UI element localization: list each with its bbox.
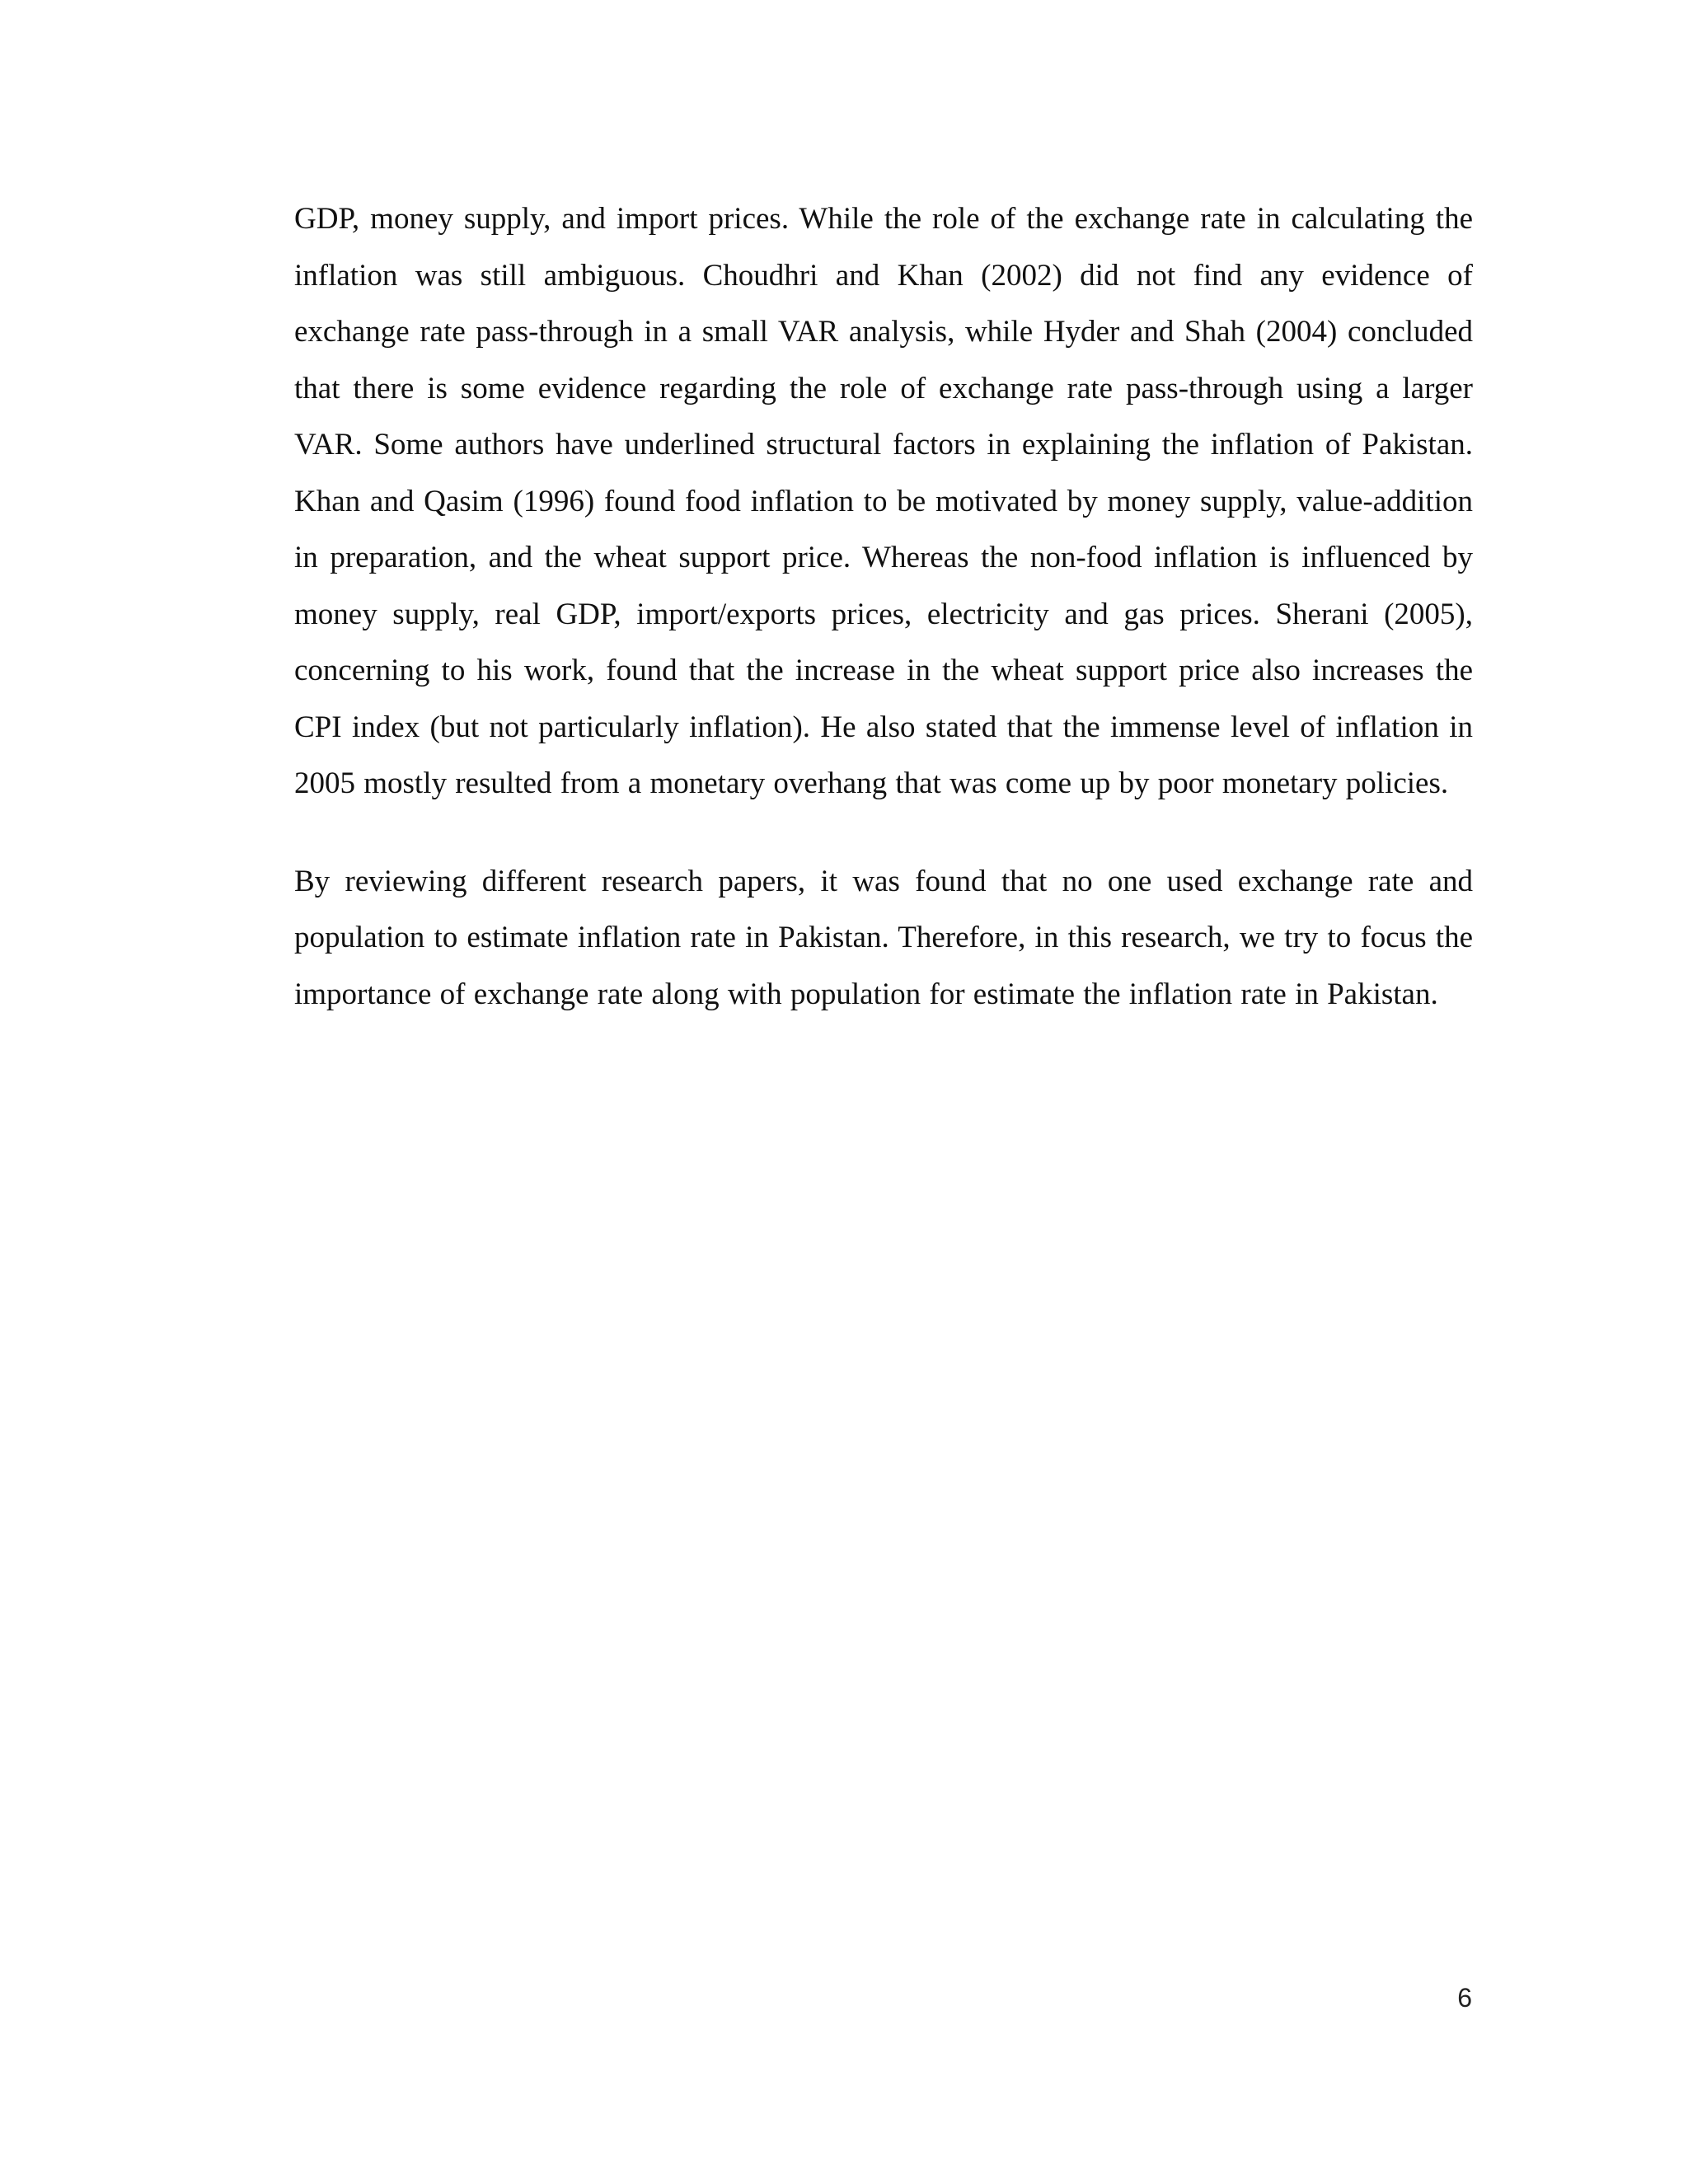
paragraph-research-gap: By reviewing different research papers, it was found that no one used exchange rate and population to estimate inflation rate in Pakistan. Therefore, in this research, we try to focus the importance of exchange rate along with population for estimate the inflation rate in Pakistan. bbox=[294, 864, 1473, 1011]
paragraph-literature-review: GDP, money supply, and import prices. While the role of the exchange rate in calculating the inflation was still ambiguous. Choudhri and Khan (2002) did not find any evidence of exchange rate pass-through in a small VAR analysis, while Hyder and Shah (2004) concluded that there is some evidence regarding the role of exchange rate pass-through using a larger VAR. Some authors have underlined structural factors in explaining the inflation of Pakistan. Khan and Qasim (1996) found food inflation to be motivated by money supply, value-addition in preparation, and the wheat support price. Whereas the non-food inflation is influenced by money supply, real GDP, import/exports prices, electricity and gas prices. Sherani (2005), concerning to his work, found that the increase in the wheat support price also increases the CPI index (but not particularly inflation). He also stated that the immense level of inflation in 2005 mostly resulted from a monetary overhang that was come up by poor monetary policies. bbox=[294, 202, 1473, 800]
page-number: 6 bbox=[1457, 1983, 1472, 2013]
body-text bbox=[294, 191, 1473, 1023]
